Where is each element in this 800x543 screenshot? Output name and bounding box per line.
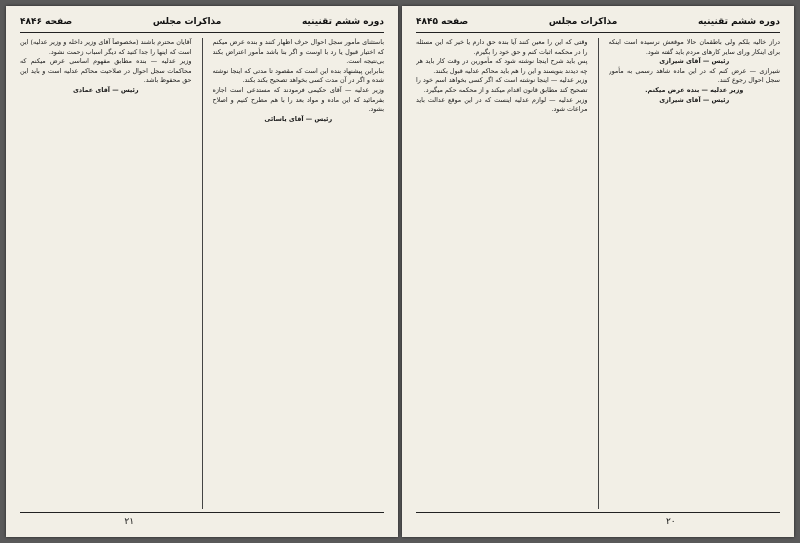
speaker-heading: وزیر عدلیه — بنده عرض میکنم. <box>645 85 744 94</box>
paragraph: بنابراین پیشنهاد بنده این است که مقصود تا مدتی که اینجا نوشته شده و اگر در آن مدت کسی بخواهد تصحیح بکند بکند. <box>212 66 384 85</box>
paragraph: دراز خالیه بلکم ولی باطقمان حالا موقعش نرسیده است اینکه برای اینکار ورای سایر کارهای مردم باید گفته شود. <box>608 38 780 56</box>
right-header-page: صفحه ۴۸۴۵ <box>416 17 469 27</box>
paragraph: وزیر عدلیه — آقای حکیمی فرمودند که مستدعی است اجازه بفرمائید که این ماده و مواد بعد را با هم مطرح کنیم و اصلاح بشود. <box>212 85 384 114</box>
left-header-journal: دوره ششم تقنینیه <box>301 17 384 27</box>
right-page-right-column <box>609 38 781 509</box>
right-header-journal: دوره ششم تقنینیه <box>697 17 780 27</box>
paragraph: وقتی که این را معین کنند آیا بنده حق دارم یا خیر که این مسئله را در محکمه اثبات کنم و حق خود را بگیرم. <box>416 38 588 56</box>
speaker-heading: رئیس — آقای یاسائی <box>264 114 333 123</box>
column-divider <box>202 38 203 509</box>
left-page-left-column <box>20 38 192 509</box>
right-footer-rule <box>416 512 780 513</box>
left-header-rule <box>20 32 384 33</box>
left-footer-page-number: ۲۱ <box>124 517 135 527</box>
paragraph: باستثنای مأمور سجل احوال حرف اظهار کنند و بنده عرض میکنم که اختیار قبول یا رد با اوست و اگر بنا باشد مأمور اعتراض بکند بی‌نتیجه است. <box>212 38 384 66</box>
right-page-left-column <box>416 38 588 509</box>
right-page <box>402 6 794 537</box>
right-page-columns <box>416 38 780 509</box>
left-page-columns <box>20 38 384 509</box>
right-page-header <box>416 14 780 30</box>
right-header-rule <box>416 32 780 33</box>
paragraph: پس باید شرح اینجا نوشته شود که مأمورین در وقت کار باید هر چه دیدند بنویسند و این را هم باید محاکم عدلیه قبول بکنند. <box>416 57 588 75</box>
right-footer-page-number: ۲۰ <box>665 517 676 527</box>
book-spread <box>6 6 794 537</box>
left-page-right-column <box>213 38 385 509</box>
left-header-page: صفحه ۴۸۴۶ <box>20 17 73 27</box>
right-header-title: مذاکرات مجلس <box>548 17 618 27</box>
left-page-header <box>20 14 384 30</box>
right-page-footer <box>416 515 780 529</box>
column-divider <box>598 38 599 509</box>
left-page-footer <box>20 515 384 529</box>
paragraph: وزیر عدلیه — اینجا نوشته است که اگر کسی بخواهد اسم خود را تصحیح کند مطابق قانون اقدام میکند و از محکمه حکم میگیرد. <box>416 76 588 94</box>
paragraph: شیرازی — عرض کنم که در این ماده شاهد رسمی به مأمور سجل احوال رجوع کنند. <box>608 66 780 85</box>
left-page <box>6 6 398 537</box>
speaker-heading: رئیس — آقای شیرازی <box>659 95 730 104</box>
paragraph: آقایان محترم باشند (مخصوصاً آقای وزیر داخله و وزیر عدلیه) این است که اینها را جدا کنید که دیگر اسباب زحمت نشود. <box>20 38 192 56</box>
paragraph: وزیر عدلیه — لوازم عدلیه اینست که در این موقع عدالت باید مراعات شود. <box>416 95 588 114</box>
speaker-heading: رئیس — آقای عمادی <box>72 85 139 94</box>
left-footer-rule <box>20 512 384 513</box>
speaker-heading: رئیس — آقای شیرازی <box>659 57 730 66</box>
left-header-title: مذاکرات مجلس <box>152 17 222 27</box>
paragraph: وزیر عدلیه — بنده مطابق مفهوم اساسی عرض میکنم که محاکمات سجل احوال در صلاحیت محاکم عدلیه است و باید این حق محفوظ باشد. <box>20 57 192 85</box>
